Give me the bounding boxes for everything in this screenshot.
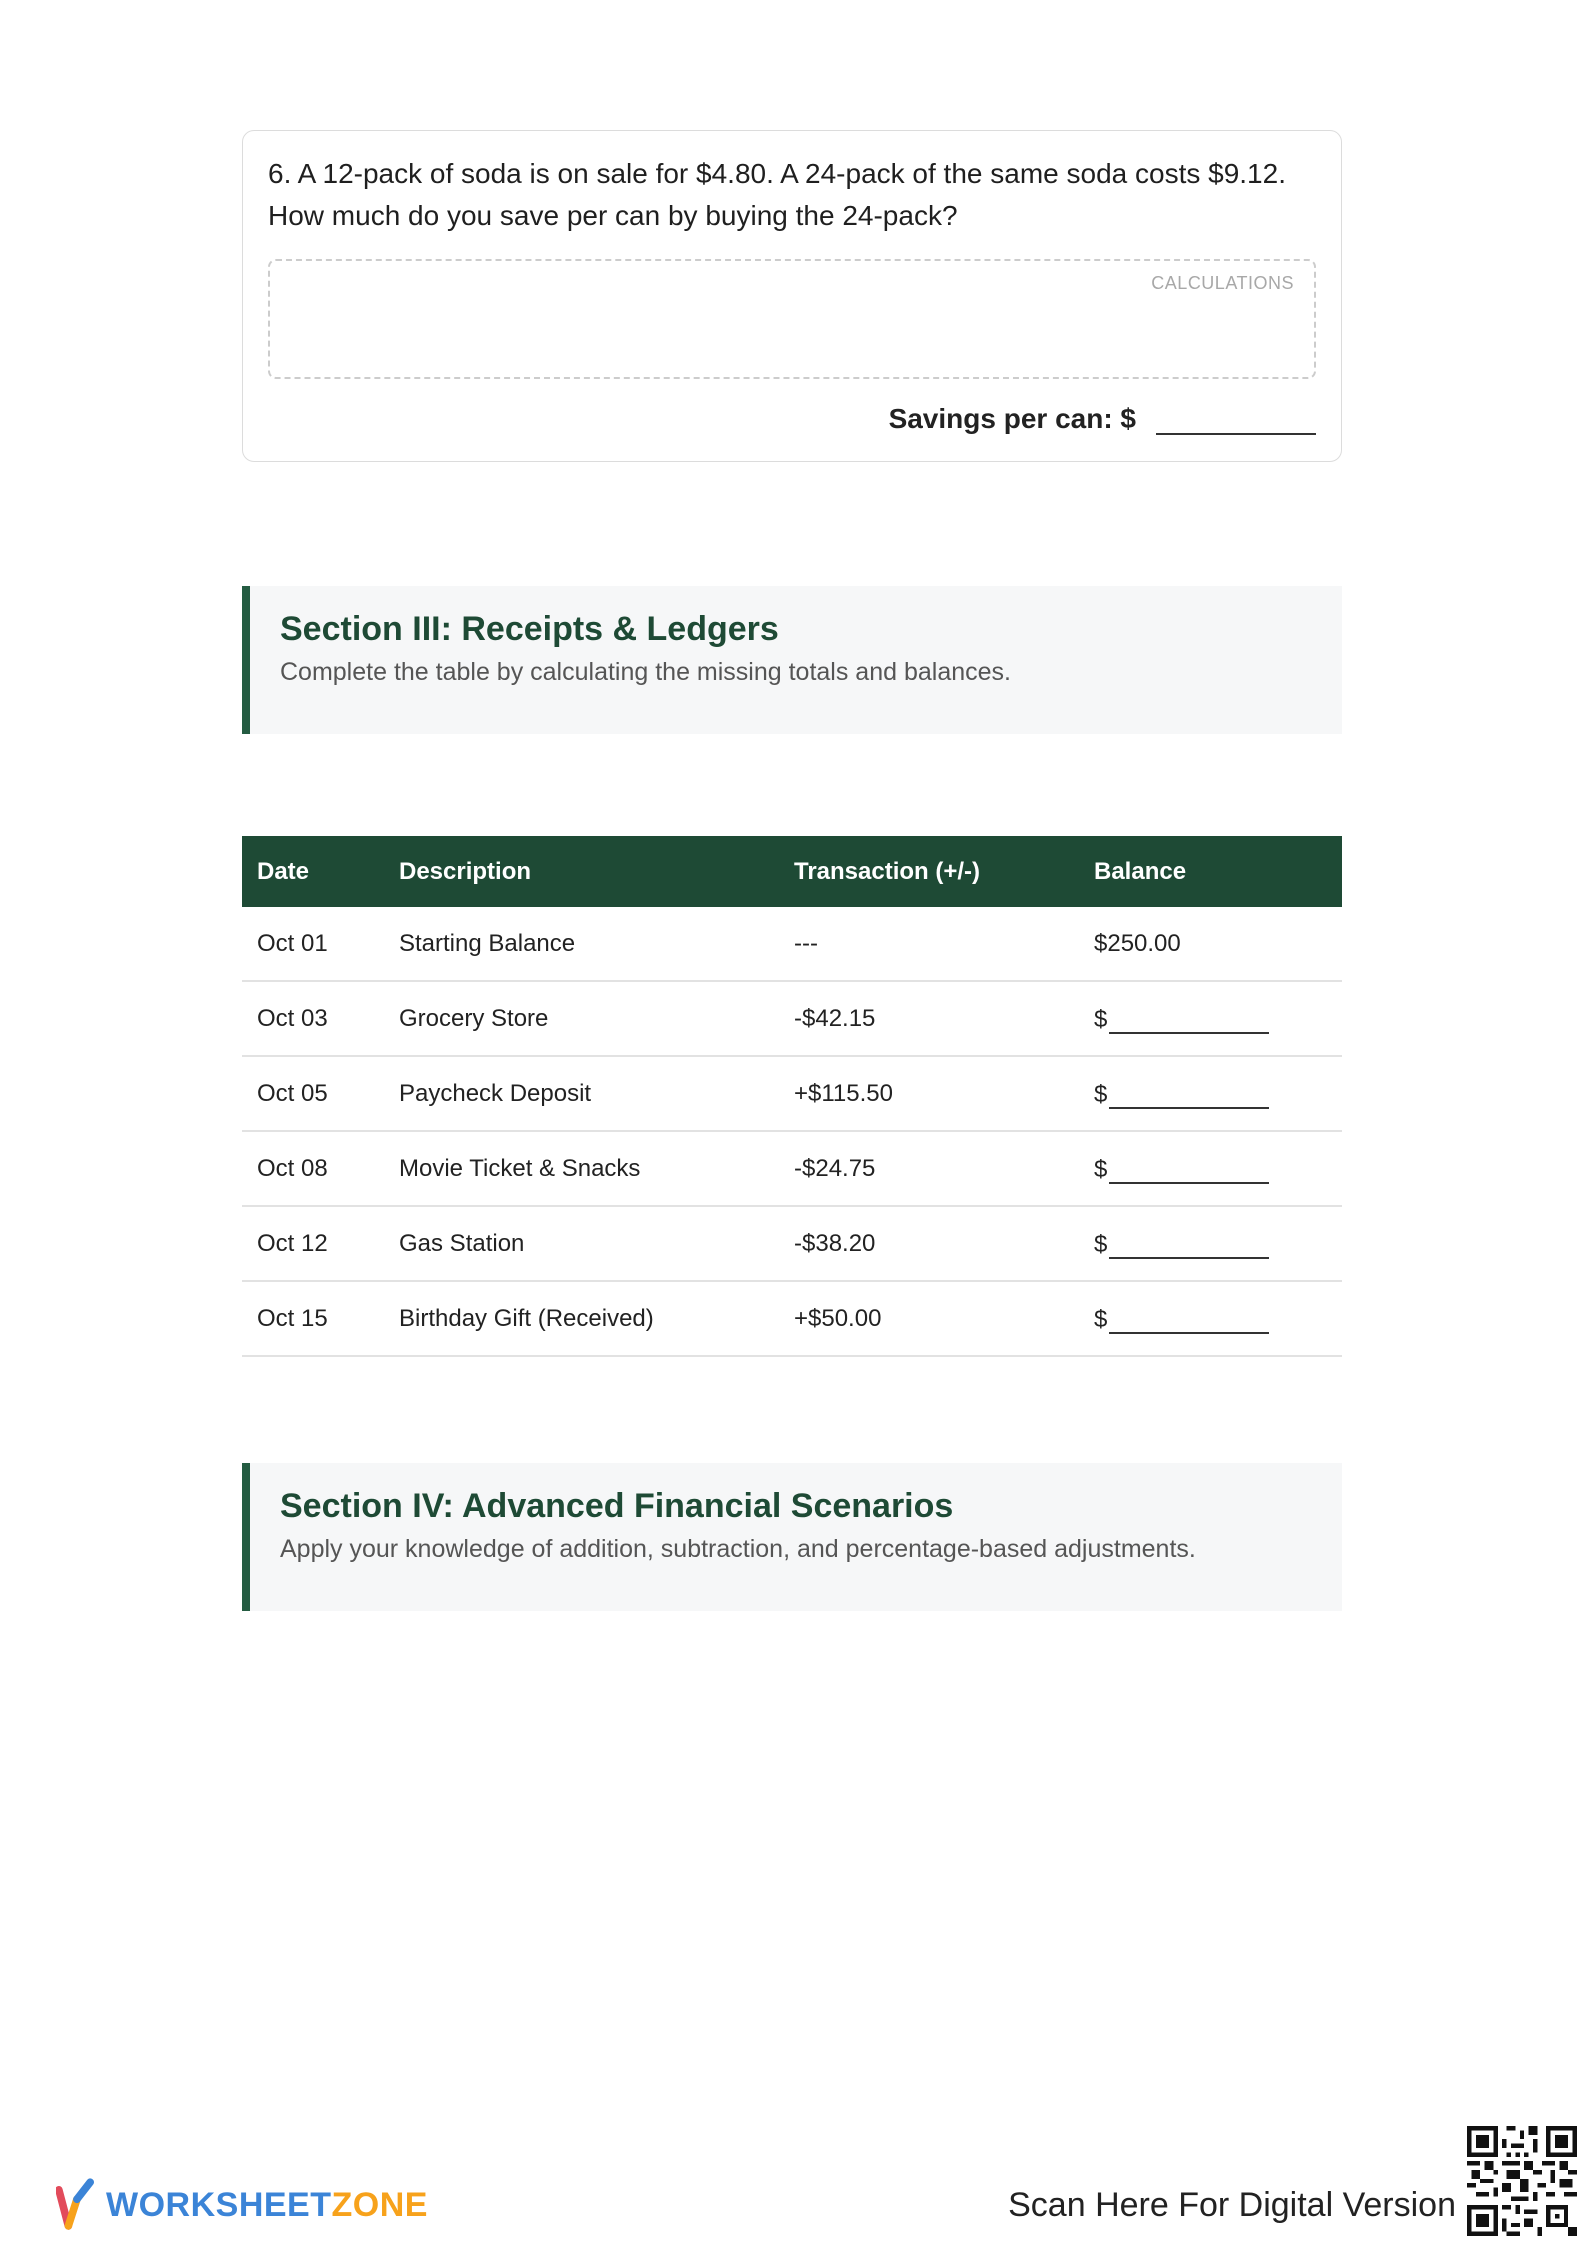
balance-prefix: $ [1094,1005,1108,1033]
section-iv-instructions: Apply your knowledge of addition, subtraction, and percentage-based adjustments. [280,1535,1196,1563]
balance-answer-blank[interactable] [1109,1079,1269,1109]
header-balance: Balance [1079,836,1342,907]
row-balance: $250.00 [1079,907,1342,981]
ledger-header-row [242,836,1342,907]
table-row [242,1281,1342,1356]
savings-per-can-label: Savings per can: $ [888,403,1136,434]
table-row [242,1056,1342,1131]
balance-prefix: $ [1094,1305,1108,1333]
section-iii-header [242,586,1342,734]
worksheetzone-logo-icon [56,2176,94,2234]
row-description: Paycheck Deposit [384,1056,779,1131]
question-text-line-2: How much do you save per can by buying the 24-pack? [268,200,958,231]
balance-answer-blank[interactable] [1109,1304,1269,1334]
row-description: Gas Station [384,1206,779,1281]
table-row [242,1206,1342,1281]
row-balance-cell [1079,1131,1342,1206]
section-iv-header [242,1463,1342,1611]
balance-prefix: $ [1094,1080,1108,1108]
calculations-area[interactable] [268,259,1316,379]
row-transaction: +$115.50 [779,1056,1079,1131]
calculations-label: CALCULATIONS [1151,273,1294,293]
row-date: Oct 05 [242,1056,384,1131]
row-transaction: --- [779,907,1079,981]
table-row [242,907,1342,981]
row-transaction: +$50.00 [779,1281,1079,1356]
row-transaction: -$38.20 [779,1206,1079,1281]
header-date: Date [242,836,384,907]
section-iii-title: Section III: Receipts & Ledgers [280,610,779,648]
table-row [242,1131,1342,1206]
row-date: Oct 03 [242,981,384,1056]
balance-answer-blank[interactable] [1109,1229,1269,1259]
section-iv-title: Section IV: Advanced Financial Scenarios [280,1487,954,1525]
row-description: Starting Balance [384,907,779,981]
answer-row [889,393,1316,435]
balance-prefix: $ [1094,1230,1108,1258]
brand-name-part-2: ZONE [331,2185,428,2224]
balance-prefix: $ [1094,1155,1108,1183]
row-description: Birthday Gift (Received) [384,1281,779,1356]
row-date: Oct 08 [242,1131,384,1206]
row-transaction: -$24.75 [779,1131,1079,1206]
row-balance-cell [1079,981,1342,1056]
question-card [242,130,1342,462]
qr-code-icon[interactable] [1467,2126,1577,2236]
row-description: Grocery Store [384,981,779,1056]
row-description: Movie Ticket & Snacks [384,1131,779,1206]
row-balance-cell [1079,1206,1342,1281]
savings-answer-blank[interactable] [1156,393,1316,435]
row-balance-cell [1079,1056,1342,1131]
row-balance-cell [1079,1281,1342,1356]
row-transaction: -$42.15 [779,981,1079,1056]
header-transaction: Transaction (+/-) [779,836,1079,907]
brand-name-part-1: WORKSHEET [106,2185,332,2224]
question-text-line-1: 6. A 12-pack of soda is on sale for $4.80. A 24-pack of the same soda costs $9.12. [268,158,1286,189]
worksheetzone-logo[interactable] [56,2176,428,2234]
header-description: Description [384,836,779,907]
scan-instruction: Scan Here For Digital Version [1008,2186,1456,2224]
question-text [268,153,1328,237]
table-row [242,981,1342,1056]
row-date: Oct 12 [242,1206,384,1281]
row-date: Oct 15 [242,1281,384,1356]
balance-answer-blank[interactable] [1109,1154,1269,1184]
balance-answer-blank[interactable] [1109,1004,1269,1034]
ledger-table [242,836,1342,1357]
row-date: Oct 01 [242,907,384,981]
section-iii-instructions: Complete the table by calculating the missing totals and balances. [280,658,1011,686]
